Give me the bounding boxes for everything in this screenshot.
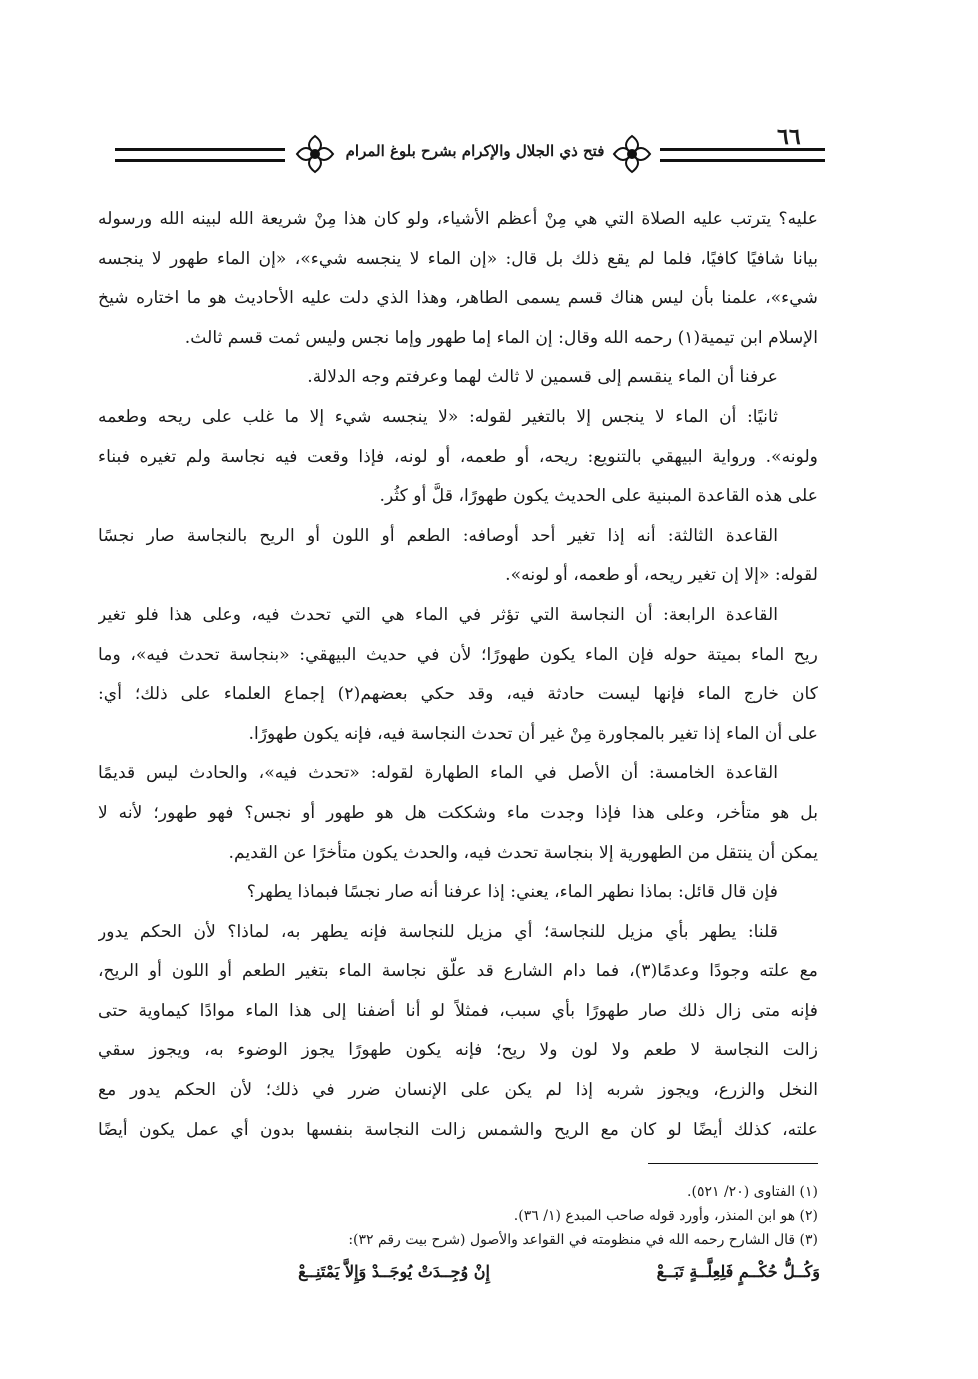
text-line: علته، كذلك أيضًا لو كان مع الريح والشمس زالت النجاسة بنفسها بدون أي عمل يكون أيضًا — [98, 1119, 818, 1140]
ornament-icon — [610, 132, 654, 176]
page-header — [115, 124, 825, 188]
text-line: فإنه متى زال ذلك صار طهورًا بأي سبب، فمثلاً لو أنا أضفنا إلى هذا الماء موادًا كيماوية حتى — [98, 1000, 818, 1021]
text-line: ريح الماء بميتة حوله فإن الماء يكون طهورًا؛ لأن في حديث البيهقي: «بنجاسة تحدث فيه»، وما — [98, 644, 818, 665]
text-line: ولونه». ورواية البيهقي بالتنويع: ريحه، أو طعمه، أو لونه، فإذا وقعت فيه نجاسة ولم تغيره فبناء — [98, 446, 818, 467]
text-line: مع علته وجودًا وعدمًا(٣)، فما دام الشارع قد علّق نجاسة الماء بتغير الطعم أو اللون أو الريح، — [98, 961, 818, 982]
text-line: الإسلام ابن تيمية(١) رحمه الله وقال: إن الماء إما طهور وإما نجس وليس ثمت قسم ثالث. — [184, 327, 818, 348]
header-rule-right — [660, 148, 825, 162]
text-line: على هذه القاعدة المبنية على الحديث يكون طهورًا، قلَّ أو كثُر. — [379, 486, 818, 507]
footnote: (١) الفتاوى (٢٠/ ٥٢١). — [687, 1184, 818, 1200]
text-line: شيء»، علمنا بأن ليس هناك قسم يسمى الطاهر، وهذا الذي دلت عليه الأحاديث هو ما اختاره شيخ — [98, 288, 818, 309]
text-line: يمكن أن ينتقل من الطهورية إلا بنجاسة تحدث فيه، والحدث يكون متأخرًا عن القديم. — [228, 842, 818, 863]
running-title: فتح ذي الجلال والإكرام بشرح بلوغ المرام — [345, 142, 605, 160]
header-rule-left — [115, 148, 285, 162]
footnote-separator — [648, 1163, 818, 1164]
text-line: النخل والزرع، ويجوز شربه إذا لم يكن على الإنسان ضرر في ذلك؛ لأن الحكم يدور مع — [98, 1080, 818, 1101]
text-line: لقوله: «إلا إن تغير ريحه، أو طعمه، أو لونه». — [505, 565, 818, 586]
verse-first-hemistich: وَكُــلُّ حُكْــمٍ فَلِعِلَّــةٍ تَبَــعْ — [656, 1262, 820, 1281]
text-line: القاعدة الخامسة: أن الأصل في الماء الطهارة لقوله: «تحدث فيه»، والحادث ليس قديمًا — [98, 763, 778, 784]
text-line: القاعدة الرابعة: أن النجاسة التي تؤثر في الماء هي التي تحدث فيه، وعلى هذا فلو تغير — [98, 604, 778, 625]
text-line: فإن قال قائل: بماذا نطهر الماء، يعني: إذا عرفنا أنه صار نجسًا فبماذا يطهر؟ — [246, 882, 778, 903]
verse-second-hemistich: إِنْ وُجِــدَتْ يُوجَــدْ وَإِلاَّ يَمْتَنِــعْ — [298, 1262, 490, 1281]
text-line: بيانا شافيًا كافيًا، فلما لم يقع ذلك بل قال: «إن الماء لا ينجسه شيء»، «إن الماء طهور لا ينجسه — [98, 248, 818, 269]
text-line: على أن الماء إذا تغير بالمجاورة مِنْ غير أن تحدث النجاسة فيه، فإنه يكون طهورًا. — [248, 723, 818, 744]
footnotes — [200, 1180, 818, 1252]
text-line: كان خارج الماء فإنها ليست حادثة فيه، وقد حكي بعضهم(٢) إجماع العلماء على ذلك؛ أي: — [98, 684, 818, 705]
footnote: (٢) هو ابن المنذر، وأورد قوله صاحب المبدع (١/ ٣٦). — [513, 1208, 818, 1224]
text-line: عرفنا أن الماء ينقسم إلى قسمين لا ثالث لهما وعرفتم وجه الدلالة. — [307, 367, 778, 388]
footnote: (٣) قال الشارح رحمه الله في منظومته في القواعد والأصول (شرح بيت رقم ٣٢): — [348, 1232, 818, 1248]
footnote-verse — [240, 1262, 820, 1288]
text-line: ثانيًا: أن الماء لا ينجس إلا بالتغير لقوله: «لا ينجسه شيء إلا ما غلب على ريحه وطعمه — [98, 406, 778, 427]
page-number: ٦٦ — [777, 124, 801, 150]
text-line: القاعدة الثالثة: أنه إذا تغير أحد أوصافه: الطعم أو اللون أو الريح بالنجاسة صار نجسًا — [98, 525, 778, 546]
text-line: زالت النجاسة لا طعم ولا لون ولا ريح؛ فإنه يكون طهورًا يجوز الوضوء به، ويجوز سقي — [98, 1040, 818, 1061]
ornament-icon — [293, 132, 337, 176]
text-line: عليه؟ يترتب عليه الصلاة التي هي مِنْ أعظم الأشياء، ولو كان هذا مِنْ شريعة الله لبينه الله ورسوله — [98, 209, 818, 229]
text-line: بل هو متأخر، وعلى هذا فإذا وجدت ماء وشككت هل هو طهور أو نجس؟ فهو طهور؛ لأنه لا — [98, 802, 818, 823]
text-line: قلنا: يطهر بأي مزيل للنجاسة؛ أي مزيل للنجاسة فإنه يطهر به، لماذا؟ لأن الحكم يدور — [98, 921, 778, 942]
body-text — [98, 200, 818, 1150]
